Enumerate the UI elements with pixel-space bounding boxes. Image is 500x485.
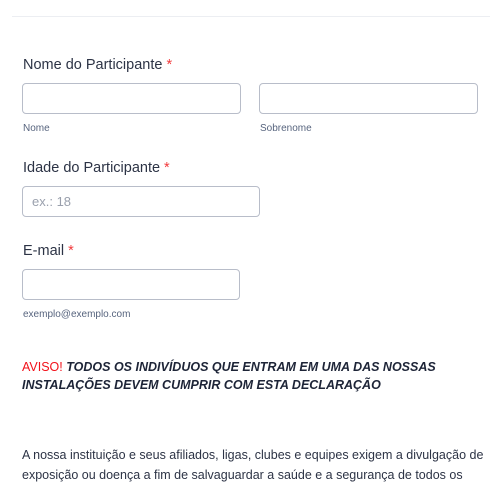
participant-name-label-text: Nome do Participante [23, 57, 163, 73]
required-asterisk: * [68, 243, 74, 259]
warning-prefix: AVISO! [22, 360, 63, 374]
top-divider [12, 16, 490, 17]
declaration-text: A nossa instituição e seus afiliados, ligas, clubes e equipes exigem a divulgação de exposição ou doença a fim de salvaguardar a saúde e a segurança de todos os [22, 448, 484, 482]
last-name-sublabel: Sobrenome [260, 123, 312, 134]
required-asterisk: * [164, 160, 170, 176]
age-input[interactable] [22, 186, 260, 217]
first-name-input[interactable] [22, 83, 241, 114]
last-name-input[interactable] [259, 83, 478, 114]
email-label [23, 243, 74, 259]
warning-text: TODOS OS INDIVÍDUOS QUE ENTRAM EM UMA DAS NOSSAS INSTALAÇÕES DEVEM CUMPRIR COM ESTA DECLARAÇÃO [22, 360, 436, 392]
email-input[interactable] [22, 269, 240, 300]
email-sublabel: exemplo@exemplo.com [23, 309, 131, 320]
required-asterisk: * [166, 57, 173, 73]
participant-name-label [23, 57, 172, 73]
warning-notice [22, 358, 462, 394]
email-label-text: E-mail [23, 243, 65, 259]
first-name-sublabel: Nome [23, 123, 50, 134]
participant-age-label [23, 160, 170, 176]
participant-age-label-text: Idade do Participante [23, 160, 161, 176]
